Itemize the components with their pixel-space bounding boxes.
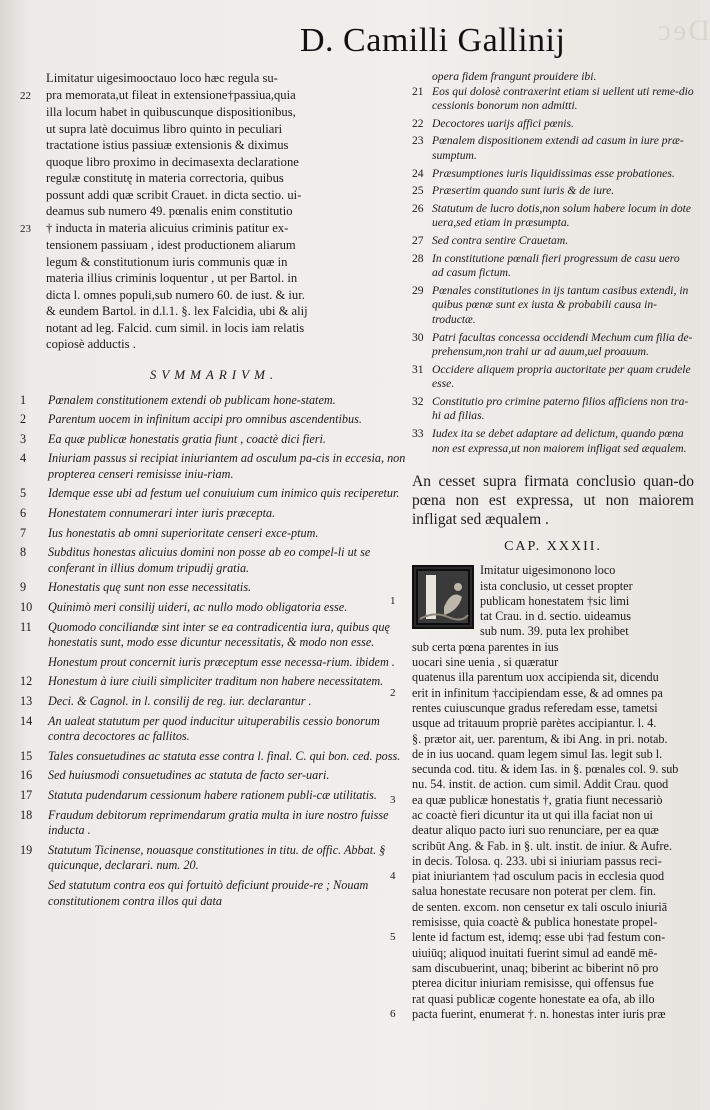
body-line: [412, 716, 694, 731]
line-text: Limitatur uigesimooctauo loco hæc regula su-: [46, 71, 278, 85]
summary-item-text: Statutum Ticinense, nouasque constitutiones in titu. de offic. Abbat. § quicunque, declarari. num. 20.: [48, 842, 386, 873]
line-text: legum & constitutionum iuris communis quæ in: [46, 254, 288, 269]
line-text: dicta l. omnes populi,sub numero 60. de iust. & iur.: [46, 287, 305, 302]
body-line: [412, 854, 694, 869]
summary-item-text: An ualeat statutum per quod inducitur uituperabilis cessio bonorum contra decoctores ac fallitos.: [48, 713, 380, 744]
summary-item-text: Pœnalem dispositionem extendi ad casum in iure præ-sumptum.: [432, 134, 684, 162]
body-line: [412, 609, 694, 624]
summary-item-text: Patri facultas concessa occidendi Mechum cum filia de-prehensum,non trahi ur ad auum,uel proauum.: [432, 330, 693, 359]
summary-item-number: 12: [20, 674, 33, 689]
intro-line: [20, 237, 408, 254]
intro-paragraph: [20, 70, 408, 353]
summary-item-text: Constitutio pro crimine paterno filios afficiens non tra-hi ad filias.: [432, 394, 689, 423]
line-text: Imitatur uigesimonono loco: [480, 563, 616, 578]
summary-item-text: Tales consuetudines ac statuta esse contra l. final. C. qui bon. ced. poss.: [48, 748, 401, 763]
summary-item-text: Idemque esse ubi ad festum uel conuiuium cum inimico quis reciperetur.: [48, 486, 400, 501]
body-line: [412, 670, 694, 685]
line-text: deatur aliquo pacto iuri suo renunciare, per ea quæ: [412, 823, 659, 838]
line-text: pra memorata,ut fileat in extensione†passiua,quia: [46, 87, 296, 102]
intro-line: [20, 320, 408, 337]
line-text: tat Crau. in d. sectio. uideamus: [480, 609, 631, 624]
line-text: possunt addi quæ scribit Crauet. in dicta sectio. ui-: [46, 187, 302, 202]
summary-item-text: Statutum de lucro dotis,non solum habere locum in dote uera,sed etiam in præsumpta.: [432, 201, 692, 230]
intro-line: [20, 154, 408, 171]
summary-item-number: 10: [20, 600, 33, 615]
summary-item: [20, 620, 408, 651]
line-text: piat iniuriantem †ad osculum pacis in ecclesia quod: [412, 869, 665, 884]
line-text: rat quasi publicæ cogente honestate ea ofa, ab illo: [412, 991, 655, 1006]
margin-number: 6: [390, 1007, 396, 1020]
body-line: [412, 579, 694, 594]
line-text: materia illius criminis loquentur , ut per Bartol. in: [46, 271, 298, 285]
line-text: quoque libro proximo in decimasexta declaratione: [46, 154, 299, 169]
body-line: [412, 900, 694, 915]
summary-item-text: Parentum uocem in infinitum accipi pro omnibus ascendentibus.: [48, 412, 362, 427]
body-line: [390, 869, 694, 884]
line-text: rentes cuiuscunque gradus referedam esse, tametsi: [412, 700, 658, 715]
line-text: notant ad leg. Falcid. cum simil. in locis iam relatis: [46, 320, 305, 335]
summary-item-number: 30: [412, 330, 424, 344]
summary-item: [20, 655, 408, 671]
summary-item-number: 27: [412, 233, 424, 247]
chapter-heading: CAP. XXXII.: [504, 539, 602, 555]
intro-line: [20, 104, 408, 121]
summary-item: [20, 393, 408, 409]
line-text: uiuiūq; aliquod inuitati fuerint simul ad eandē mē-: [412, 945, 658, 960]
intro-line: [20, 203, 408, 220]
body-line: [412, 563, 694, 578]
summary-item-text: Quomodo conciliandæ sint inter se ea contradicentia iura, quibus quę honestatis sunt, modo esse dicuntur necessitatis, & modo non esse.: [48, 619, 390, 650]
summary-item-text: Statuta pudendarum cessionum habere rationem publi-cæ utilitatis.: [48, 787, 377, 802]
summary-item: [20, 808, 408, 839]
body-line: [412, 640, 694, 655]
summary-item-text: Præsumptiones iuris liquidissimas esse probationes.: [432, 166, 675, 180]
running-header: D. Camilli Gallinij: [300, 22, 566, 59]
left-column: [20, 70, 408, 913]
summary-item-number: 19: [20, 842, 33, 857]
intro-line: [20, 303, 408, 320]
line-text: sam discubuerint, unaq; biberint ac biberint nō pro: [412, 960, 659, 975]
summary-item-text: Honestatem connumerari inter iuris præcepta.: [48, 506, 276, 521]
summary-list-left: [20, 393, 408, 910]
summary-item: [20, 432, 408, 448]
summary-item-number: 28: [412, 251, 424, 265]
line-text: salua honestate recusare non poterat per clem. fin.: [412, 884, 656, 899]
line-text: copiosè adductis .: [46, 337, 136, 351]
summary-item: [412, 395, 694, 424]
summary-item-text: Subditus honestas alicuius domini non posse ab eo compel-li ut se conferant in illius domum tripudij gratia.: [48, 545, 371, 575]
summary-item-number: 26: [412, 201, 424, 215]
summary-item-text: Sed contra sentire Crauetam.: [432, 233, 569, 247]
chapter-body: [390, 563, 694, 1022]
body-line: [390, 930, 694, 945]
summary-item-number: 18: [20, 807, 33, 822]
body-line: [412, 732, 694, 747]
chapter-question: An cesset supra firmata conclusio quan-do pœna non est expressa, ut non maiorem infligat sed æqualem .: [412, 473, 694, 529]
summary-item-number: 22: [412, 116, 424, 130]
line-text: de senten. excom. non censetur ex tali osculo iniuriā: [412, 899, 668, 914]
summary-item-number: 14: [20, 713, 33, 728]
summary-item: [20, 506, 408, 522]
line-text: pterea dicitur iniuriam remisisse, qui offensus fue: [412, 976, 654, 991]
summary-item-text: Ius honestatis ab omni superioritate censeri exce-ptum.: [48, 525, 319, 540]
summary-item-text: Eos qui dolosè contraxerint etiam si uellent uti reme-dio cessionis bonorum non admitti.: [432, 84, 694, 113]
line-text: ac coactè fieri dicuntur ita ut qui illa faciat non ui: [412, 808, 653, 822]
line-text: remisisse, quia coactè & publica honestate propel-: [412, 915, 658, 930]
summary-item: [20, 600, 408, 616]
intro-line: [20, 220, 408, 238]
intro-line: [20, 70, 408, 87]
summary-item-number: 24: [412, 166, 424, 180]
summary-item: [20, 674, 408, 690]
body-line: [412, 823, 694, 838]
intro-line: [20, 170, 408, 187]
summary-item-text: Sed huiusmodi consuetudines ac statuta de facto ser-uari.: [48, 768, 330, 783]
summary-item-number: 31: [412, 362, 424, 376]
summary-item-text: Honestatis quę sunt non esse necessitatis.: [48, 580, 252, 595]
summary-item-text: Præsertim quando sunt iuris & de iure.: [432, 184, 615, 198]
summary-item: [412, 331, 694, 360]
line-text: nu. 54. instit. de action. cum simil. Addit Crau. quod: [412, 777, 669, 792]
summary-item-text: Pœnales constitutiones in ijs tantum casibus extendi, in quibus pœnæ sunt ex iusta & probabili causa in-troductæ.: [432, 283, 689, 326]
line-text: de in ius uocand. quam legem simul Ias. legit sub l.: [412, 746, 663, 761]
intro-line: [20, 137, 408, 154]
line-text: secunda cod. titu. & idem Ias. in §. pœnales col. 9. sub: [412, 762, 679, 777]
line-text: in decis. Tolosa. q. 233. ubi si iniuriam passus reci-: [412, 853, 662, 868]
summary-item: [412, 427, 694, 456]
summary-item-text: Iniuriam passus si recipiat iniuriantem ad osculum pa-cis in eccesia, non propterea censeri remisisse iniu-riam.: [48, 451, 406, 481]
body-line: [412, 884, 694, 899]
line-text: quatenus illa parentum uox accipienda sit, dicendu: [412, 670, 659, 685]
summary-item-number: 33: [412, 427, 424, 441]
summary-item-number: 9: [20, 580, 27, 595]
body-line: [412, 992, 694, 1007]
margin-number: 2: [390, 686, 396, 699]
body-line: [412, 915, 694, 930]
summary-item-number: 7: [20, 525, 27, 540]
margin-number: 23: [20, 222, 31, 235]
summary-item-number: 5: [20, 486, 27, 501]
summary-item: [20, 694, 408, 710]
line-text: lente id factum est, idemq; esse ubi †ad festum con-: [412, 930, 666, 945]
body-line: [412, 976, 694, 991]
summary-item-number: 21: [412, 84, 424, 98]
summary-item-number: 1: [20, 392, 27, 407]
summary-item: [20, 412, 408, 428]
intro-line: [20, 336, 408, 353]
summary-item: [412, 184, 694, 199]
line-text: tensionem passiuam , idest productionem aliarum: [46, 238, 296, 252]
line-text: pacta fuerint, enumerat †. n. honestas inter iuris præ: [412, 1006, 666, 1021]
summary-continuation: opera fidem frangunt prouidere ibi.: [432, 70, 597, 83]
summary-item: [20, 749, 408, 765]
body-line: [412, 946, 694, 961]
summary-item: [412, 252, 694, 281]
summary-item: [20, 526, 408, 542]
summary-item-number: 4: [20, 451, 27, 466]
summary-item-text: Iudex ita se debet adaptare ad delictum, quando pœna non est expressa,ut non maiorem infligat sed æqualem.: [432, 427, 687, 455]
line-text: † inducta in materia alicuius criminis patitur ex-: [46, 220, 289, 235]
summary-item-number: 3: [20, 431, 27, 446]
intro-line: [20, 87, 408, 105]
margin-number: 3: [390, 793, 396, 806]
summary-item-text: Fraudum debitorum reprimendarum gratia multa in iure nostro fuisse inducta .: [48, 807, 389, 838]
body-line: [390, 792, 694, 808]
summary-item-text: Honestum à iure ciuili simpliciter traditum non habere necessitatem.: [48, 674, 384, 689]
line-text: uocari sine uenia , si quæratur: [412, 655, 559, 670]
margin-number: 22: [20, 89, 31, 102]
summary-item-number: 11: [20, 619, 32, 634]
summary-item-text: Sed statutum contra eos qui fortuitò deficiunt prouide-re ; Nouam constitutionem contra illos qui data: [48, 877, 369, 908]
summary-item-text: Decoctores uarijs affici pœnis.: [432, 116, 574, 130]
summary-item-number: 2: [20, 412, 27, 427]
line-text: ea quæ publicæ honestatis †, gratia fiunt necessariò: [412, 792, 663, 807]
summarium-heading: SVMMARIVM.: [149, 366, 279, 382]
summary-list-right: [412, 85, 694, 457]
line-text: usque ad tritauum propriè parètes accipiantur. l. 4.: [412, 716, 657, 731]
summary-item-number: 25: [412, 184, 424, 198]
line-text: sub certa pœna parentes in ius: [412, 639, 559, 654]
summary-item-number: 17: [20, 787, 33, 802]
summary-item-number: 32: [412, 394, 424, 408]
summary-item-number: 16: [20, 768, 33, 783]
summary-item: [20, 580, 408, 596]
summary-item-text: Occidere aliquem propria auctoritate per quam crudele esse.: [432, 362, 691, 391]
body-line: [412, 624, 694, 639]
summary-item-text: Honestum prout concernit iuris præceptum esse necessa-rium. ibidem .: [48, 654, 395, 669]
summary-item-number: 8: [20, 545, 27, 560]
intro-line: [20, 187, 408, 204]
summary-item: [412, 284, 694, 328]
line-text: & eundem Bartol. in d.l.1. §. lex Falcidia, ubi & alij: [46, 304, 308, 318]
summary-item: [412, 85, 694, 114]
summary-item: [412, 202, 694, 231]
body-line: [412, 762, 694, 777]
summary-item: [412, 234, 694, 249]
margin-number: 5: [390, 931, 396, 944]
margin-number: 1: [390, 594, 396, 607]
summary-item-number: 29: [412, 283, 424, 297]
line-text: erit in infinitum †accipiendam esse, & ad omnes pa: [412, 685, 663, 700]
body-line: [412, 839, 694, 854]
line-text: deamus sub numero 49. pœnalis enim constitutio: [46, 204, 293, 218]
body-line: [390, 593, 694, 609]
body-line: [412, 655, 694, 670]
body-line: [412, 747, 694, 762]
summary-item-text: Quinimò meri consilij uideri, ac nullo modo obligatoria esse.: [48, 600, 348, 615]
line-text: ut supra latè docuimus libro quinto in peculiari: [46, 121, 283, 136]
line-text: scribūt Ang. & Fab. in §. ult. instit. de iniur. & Aufre.: [412, 838, 672, 853]
summary-item-number: 13: [20, 694, 33, 708]
summary-item: [412, 117, 694, 132]
summary-item-text: Pœnalem constitutionem extendi ob publicam hone-statem.: [48, 392, 336, 407]
intro-line: [20, 121, 408, 138]
body-line: [412, 701, 694, 716]
summary-item: [412, 167, 694, 182]
body-line: [412, 961, 694, 976]
line-text: ista conclusio, ut cesset propter: [480, 578, 633, 593]
line-text: tractatione istius passiuæ extensionis & diximus: [46, 138, 289, 152]
summary-item-text: Deci. & Cagnol. in l. consilij de reg. iur. declarantur .: [48, 694, 312, 708]
line-text: §. prætor ait, uer. parentum, & ibi Ang. in pri. notab.: [412, 731, 668, 746]
summary-item: [20, 714, 408, 745]
right-column: [390, 70, 694, 1022]
summary-item: [20, 545, 408, 576]
summary-item: [412, 134, 694, 163]
intro-line: [20, 254, 408, 271]
summary-item: [20, 843, 408, 874]
summary-item-number: 23: [412, 134, 424, 148]
summary-item: [20, 486, 408, 502]
summary-item: [20, 788, 408, 804]
intro-line: [20, 287, 408, 304]
line-text: publicam honestatem †sic limi: [480, 593, 630, 608]
summary-item: [20, 768, 408, 784]
line-text: sub num. 39. puta lex prohibet: [480, 624, 629, 639]
summary-item-text: Ea quæ publicæ honestatis gratia fiunt , coactè dici fieri.: [48, 431, 326, 446]
summary-item-number: 6: [20, 506, 27, 521]
body-line: [412, 808, 694, 823]
summary-item: [20, 878, 408, 909]
body-line: [412, 777, 694, 792]
summary-item: [412, 363, 694, 392]
summary-item-number: 15: [20, 748, 33, 763]
line-text: regulæ constitutę in materia correctoria, quibus: [46, 171, 284, 185]
summary-item: [20, 451, 408, 482]
line-text: illa locum habet in quibuscunque dispositionibus,: [46, 105, 296, 119]
body-line: [390, 685, 694, 701]
body-line: [390, 1006, 694, 1022]
summary-item-text: In constitutione pœnali fieri progressum de casu uero ad casum fictum.: [432, 251, 680, 280]
bleed-through: Dec: [655, 14, 710, 47]
intro-line: [20, 270, 408, 287]
margin-number: 4: [390, 870, 396, 883]
